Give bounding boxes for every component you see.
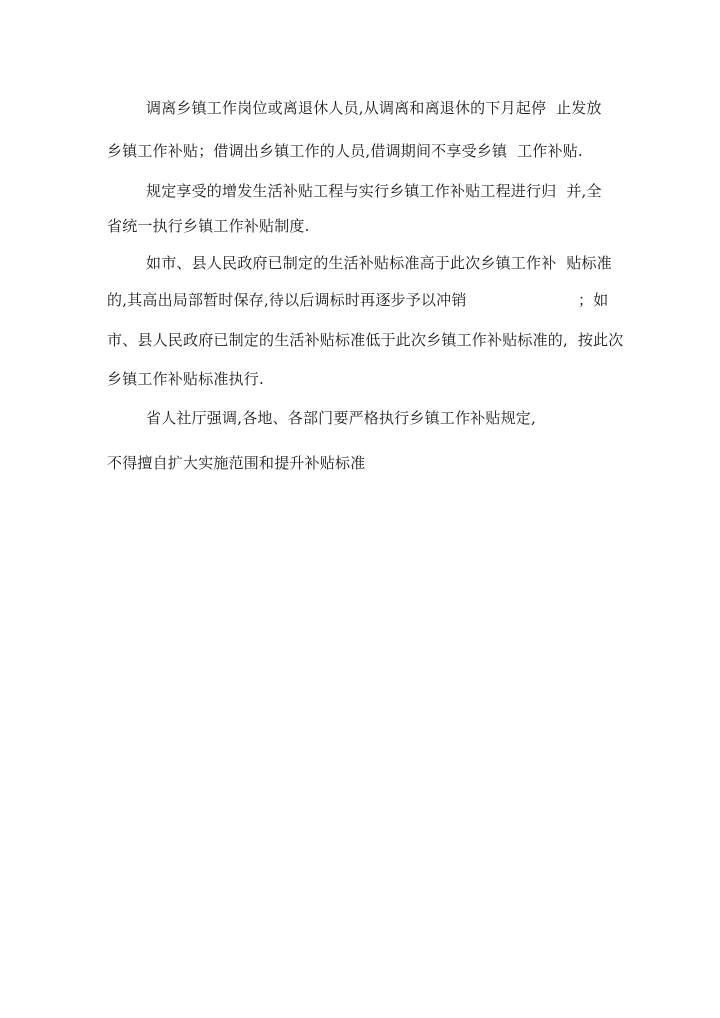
paragraph-line: 不得擅自扩大实施范围和提升补贴标准 — [107, 454, 366, 472]
paragraph-line: 乡镇工作补贴标准执行. — [107, 370, 264, 388]
paragraph-line: 省统一执行乡镇工作补贴制度. — [107, 217, 310, 235]
paragraph-line: 市、县人民政府已制定的生活补贴标准低于此次乡镇工作补贴标准的, 按此次 — [107, 331, 624, 349]
paragraph-line: 乡镇工作补贴；借调出乡镇工作的人员,借调期间不享受乡镇 工作补贴. — [107, 142, 583, 160]
paragraph-line: 调离乡镇工作岗位或离退休人员,从调离和离退休的下月起停 止发放 — [146, 99, 602, 117]
paragraph-line-fragment: ；如 — [578, 291, 609, 309]
paragraph-line: 规定享受的增发生活补贴工程与实行乡镇工作补贴工程进行归 并,全 — [146, 182, 602, 200]
paragraph-line: 的,其高出局部暂时保存,待以后调标时再逐步予以冲销 — [107, 291, 467, 309]
paragraph-line: 如市、县人民政府已制定的生活补贴标准高于此次乡镇工作补 贴标准 — [146, 254, 612, 272]
paragraph-line: 省人社厅强调,各地、各部门要严格执行乡镇工作补贴规定, — [146, 409, 536, 427]
